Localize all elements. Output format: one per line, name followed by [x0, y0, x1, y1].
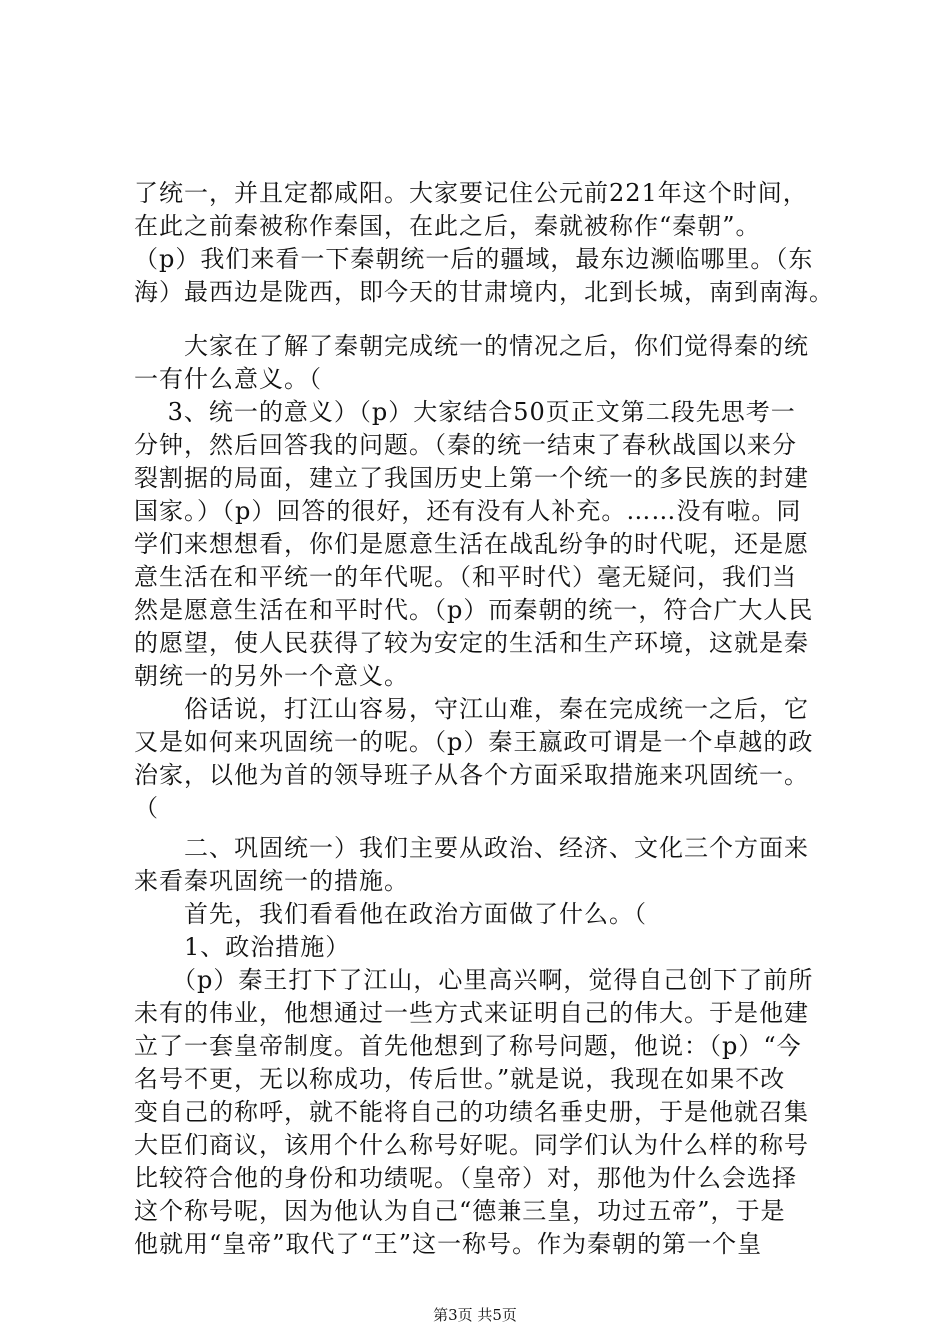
text-line: 分钟，然后回答我的问题。（秦的统一结束了春秋战国以来分 [134, 431, 797, 459]
text-line: 3、统一的意义）（p）大家结合50页正文第二段先思考一 [134, 398, 796, 426]
text-line: 的愿望，使人民获得了较为安定的生活和生产环境，这就是秦 [134, 629, 809, 657]
text-line: （p）我们来看一下秦朝统一后的疆域，最东边濒临哪里。（东 [134, 245, 814, 273]
text-line: 一有什么意义。（ [134, 365, 322, 393]
text-line: 治家，以他为首的领导班子从各个方面采取措施来巩固统一。 [134, 761, 809, 789]
text-line: 大家在了解了秦朝完成统一的情况之后，你们觉得秦的统 [134, 332, 809, 360]
text-line: 俗话说，打江山容易，守江山难，秦在完成统一之后，它 [134, 695, 809, 723]
text-line: 海）最西边是陇西，即今天的甘肃境内，北到长城，南到南海。 [134, 278, 834, 306]
text-line: 名号不更，无以称成功，传后世。”就是说，我现在如果不改 [134, 1065, 786, 1093]
text-line: 又是如何来巩固统一的呢。（p）秦王嬴政可谓是一个卓越的政 [134, 728, 814, 756]
text-line: 来看秦巩固统一的措施。 [134, 867, 409, 895]
text-line: 了统一，并且定都咸阳。大家要记住公元前221年这个时间， [134, 179, 808, 207]
text-line: 首先，我们看看他在政治方面做了什么。（ [134, 900, 647, 928]
text-line: 他就用“皇帝”取代了“王”这一称号。作为秦朝的第一个皇 [134, 1230, 763, 1258]
text-line: （ [134, 794, 159, 822]
text-line: 未有的伟业，他想通过一些方式来证明自己的伟大。于是他建 [134, 999, 809, 1027]
text-line: 1、政治措施） [134, 933, 351, 961]
text-line: 变自己的称呼，就不能将自己的功绩名垂史册，于是他就召集 [134, 1098, 809, 1126]
text-line: 朝统一的另外一个意义。 [134, 662, 409, 690]
text-line: 这个称号呢，因为他认为自己“德兼三皇，功过五帝”，于是 [134, 1197, 786, 1225]
text-line: （p）秦王打下了江山，心里高兴啊，觉得自己创下了前所 [134, 966, 814, 994]
text-line: 裂割据的局面，建立了我国历史上第一个统一的多民族的封建 [134, 464, 809, 492]
text-line: 然是愿意生活在和平时代。（p）而秦朝的统一，符合广大人民 [134, 596, 814, 624]
text-line: 立了一套皇帝制度。首先他想到了称号问题，他说：（p）“今 [134, 1032, 802, 1060]
text-line: 国家。）（p）回答的很好，还有没有人补充。……没有啦。同 [134, 497, 802, 525]
text-line: 二、巩固统一）我们主要从政治、经济、文化三个方面来 [134, 834, 809, 862]
text-line: 在此之前秦被称作秦国，在此之后，秦就被称作“秦朝”。 [134, 212, 761, 240]
page-number: 第3页 共5页 [433, 1306, 517, 1324]
text-line: 学们来想想看，你们是愿意生活在战乱纷争的时代呢，还是愿 [134, 530, 809, 558]
text-line: 意生活在和平统一的年代呢。（和平时代）毫无疑问，我们当 [134, 563, 797, 591]
text-line: 大臣们商议，该用个什么称号好呢。同学们认为什么样的称号 [134, 1131, 809, 1159]
text-line: 比较符合他的身份和功绩呢。（皇帝）对，那他为什么会选择 [134, 1164, 797, 1192]
